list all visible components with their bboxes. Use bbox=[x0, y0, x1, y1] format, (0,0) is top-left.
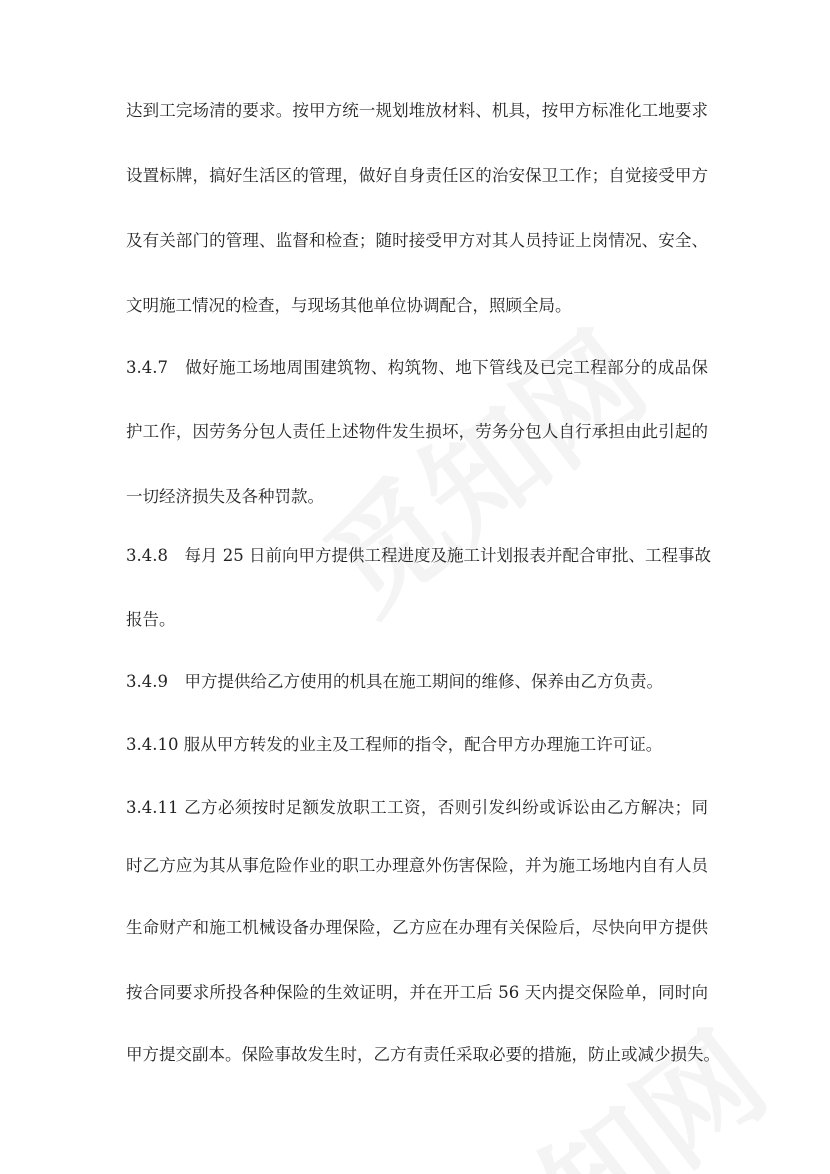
paragraph-line: 报告。 bbox=[126, 610, 176, 629]
paragraph-line: 护工作，因劳务分包人责任上述物件发生损坏，劳务分包人自行承担由此引起的 bbox=[126, 422, 708, 441]
paragraph-line: 设置标牌，搞好生活区的管理，做好自身责任区的治安保卫工作；自觉接受甲方 bbox=[126, 166, 708, 185]
paragraph-line: 文明施工情况的检查，与现场其他单位协调配合，照顾全局。 bbox=[126, 296, 572, 315]
paragraph-line: 及有关部门的管理、监督和检查；随时接受甲方对其人员持证上岗情况、安全、 bbox=[126, 231, 708, 250]
paragraph-line: 一切经济损失及各种罚款。 bbox=[126, 487, 324, 506]
clause-3-4-7: 3.4.7 做好施工场地周围建筑物、构筑物、地下管线及已完工程部分的成品保 bbox=[126, 358, 708, 377]
paragraph-line: 达到工完场清的要求。按甲方统一规划堆放材料、机具，按甲方标准化工地要求 bbox=[126, 101, 708, 120]
clause-3-4-11: 3.4.11 乙方必须按时足额发放职工工资，否则引发纠纷或诉讼由乙方解决；同 bbox=[126, 798, 708, 817]
watermark bbox=[405, 987, 795, 1174]
watermark bbox=[285, 287, 675, 644]
clause-3-4-9: 3.4.9 甲方提供给乙方使用的机具在施工期间的维修、保养由乙方负责。 bbox=[126, 672, 663, 691]
clause-3-4-8: 3.4.8 每月 25 日前向甲方提供工程进度及施工计划报表并配合审批、工程事故 bbox=[126, 546, 711, 565]
paragraph-line: 甲方提交副本。保险事故发生时，乙方有责任采取必要的措施，防止或减少损失。 bbox=[126, 1045, 720, 1064]
paragraph-line: 生命财产和施工机械设备办理保险，乙方应在办理有关保险后，尽快向甲方提供 bbox=[126, 918, 708, 937]
clause-3-4-10: 3.4.10 服从甲方转发的业主及工程师的指令，配合甲方办理施工许可证。 bbox=[126, 735, 663, 754]
paragraph-line: 时乙方应为其从事危险作业的职工办理意外伤害保险，并为施工场地内自有人员 bbox=[126, 856, 708, 875]
paragraph-line: 按合同要求所投各种保险的生效证明，并在开工后 56 天内提交保险单，同时向 bbox=[126, 983, 708, 1002]
